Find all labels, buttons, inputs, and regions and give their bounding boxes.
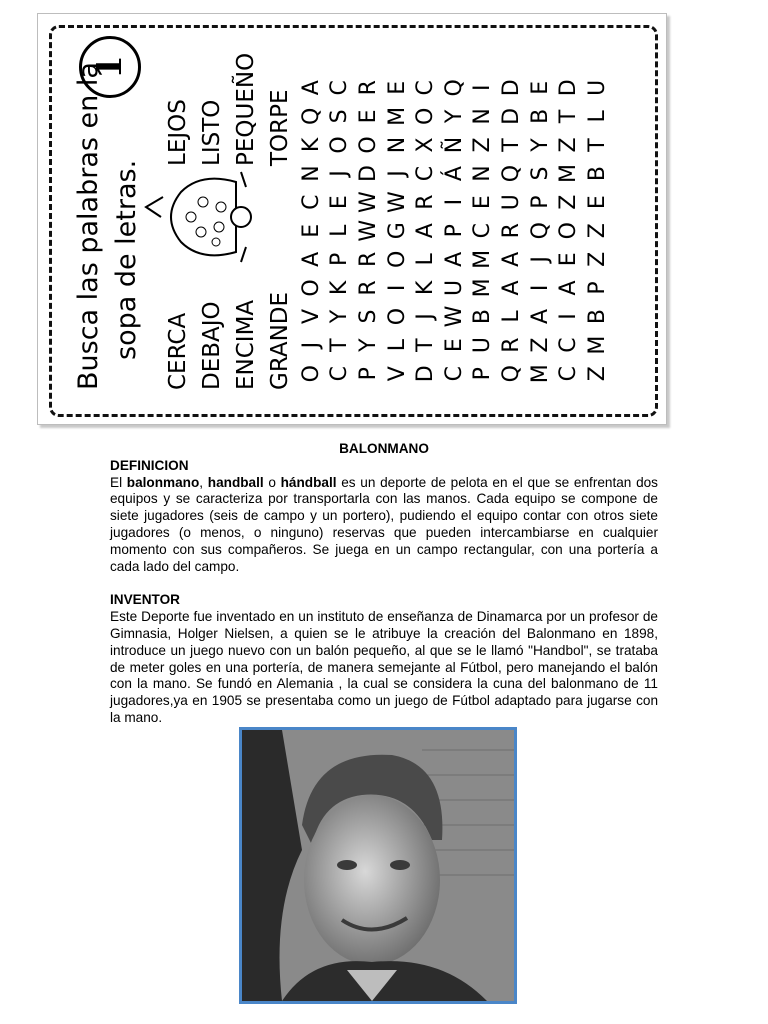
grid-letter: P	[470, 367, 496, 381]
grid-letter: T	[498, 138, 524, 152]
inventor-heading: INVENTOR	[110, 592, 180, 608]
grid-letter: N	[298, 165, 324, 182]
definition-term: hándball	[280, 474, 337, 490]
grid-letter: W	[355, 219, 381, 242]
grid-letter: R	[355, 280, 381, 296]
grid-letter: A	[556, 280, 582, 296]
grid-letter: E	[384, 80, 410, 95]
grid-letter: D	[355, 165, 381, 183]
grid-letter: E	[584, 195, 610, 210]
grid-letter: Z	[470, 137, 496, 153]
grid-letter: Q	[298, 107, 324, 126]
grid-letter: W	[355, 191, 381, 214]
grid-letter: O	[384, 307, 410, 326]
grid-letter: N	[470, 165, 496, 182]
grid-letter: B	[527, 108, 553, 124]
definition-term: balonmano	[126, 474, 200, 490]
grid-letter: T	[556, 109, 582, 124]
grid-letter: Z	[556, 194, 582, 210]
grid-letter: Y	[327, 309, 353, 324]
grid-letter: K	[413, 280, 439, 296]
worksheet-number-badge	[79, 36, 141, 98]
grid-letter: A	[498, 251, 524, 267]
grid-letter: S	[527, 166, 553, 181]
grid-letter: T	[413, 338, 439, 352]
grid-letter: D	[498, 107, 524, 125]
grid-letter: T	[584, 138, 610, 152]
grid-letter: V	[298, 308, 324, 325]
grid-letter: Q	[441, 79, 467, 97]
grid-letter: O	[556, 222, 582, 240]
grid-letter: J	[413, 313, 439, 320]
grid-letter: X	[413, 137, 439, 153]
definition-text: es un deporte de pelota en el que se enfrentan dos equipos y se caracteriza por transportarla con las manos. Cada equipo se compone de siete jugadores (seis de campo y un portero), pudiendo el equipo contar con otros siete jugadores (o menos, o ninguno) reservas que pueden intercambiarse en cualquier momento con sus compañeros. Se juega en un campo rectangular, con una portería a cada lado del campo.	[110, 474, 658, 574]
grid-letter: Q	[498, 365, 524, 383]
word-item: CERCA	[165, 312, 191, 390]
grid-letter: M	[584, 335, 610, 355]
definition-text: El	[110, 474, 127, 490]
grid-letter: O	[298, 279, 324, 297]
grid-letter: R	[498, 223, 524, 239]
badge-number: 1	[90, 55, 130, 79]
grid-letter: M	[556, 164, 582, 184]
grid-letter: P	[584, 281, 610, 295]
grid-letter: Q	[527, 222, 553, 240]
grid-letter: Á	[441, 166, 467, 182]
grid-letter: R	[498, 337, 524, 353]
word-item: ENCIMA	[233, 299, 259, 390]
grid-letter: P	[527, 195, 553, 209]
definition-text: ,	[199, 474, 208, 490]
grid-letter: Y	[527, 138, 553, 152]
grid-letter: A	[527, 308, 553, 325]
grid-letter: C	[556, 337, 582, 353]
grid-letter: J	[384, 170, 410, 177]
grid-letter: I	[527, 284, 553, 292]
word-item: PEQUEÑO	[233, 52, 259, 166]
grid-letter: U	[441, 279, 467, 296]
inventor-paragraph: Este Deporte fue inventado en un instituto de enseñanza de Dinamarca por un profesor de Gimnasia, Holger Nielsen, a quien se le atribuye la creación del Balonmano en 1898, introduce un juego nuevo con un balón pequeño, al que se le llamó "Handbol", se trataba de meter goles en una portería, de manera semejante al Fútbol, pero manejando el balón con la mano. Se fundó en Alemania , la cual se considera la cuna del balonmano de 11 jugadores,ya en 1905 se presentaba como un juego de Fútbol adaptado para jugarse con la mano.	[110, 609, 658, 725]
grid-letter: A	[441, 251, 467, 267]
grid-letter: C	[470, 223, 496, 239]
grid-letter: W	[441, 305, 467, 328]
worksheet-rotated-content	[71, 41, 645, 392]
definition-term: handball	[207, 474, 264, 490]
grid-letter: E	[470, 195, 496, 210]
grid-letter: R	[355, 80, 381, 96]
word-list-left	[161, 292, 297, 390]
grid-letter: A	[498, 280, 524, 296]
grid-letter: N	[470, 108, 496, 125]
grid-letter: V	[384, 366, 410, 382]
grid-letter: O	[298, 365, 324, 383]
grid-letter: J	[327, 170, 353, 177]
grid-letter: C	[327, 366, 353, 382]
grid-letter: D	[556, 79, 582, 97]
grid-letter: O	[384, 250, 410, 268]
grid-letter: U	[584, 79, 610, 96]
grid-letter: O	[413, 107, 439, 126]
grid-letter: S	[327, 109, 353, 124]
grid-letter: J	[527, 256, 553, 263]
grid-letter: L	[584, 110, 610, 123]
grid-letter: Z	[584, 366, 610, 382]
grid-letter: I	[441, 198, 467, 206]
document-body	[110, 441, 658, 727]
word-list-right	[161, 53, 297, 166]
grid-letter: P	[441, 224, 467, 238]
grid-letter: A	[298, 251, 324, 267]
grid-letter: L	[327, 224, 353, 237]
portrait-image	[242, 730, 514, 1001]
grid-letter: N	[384, 136, 410, 154]
grid-letter: Z	[527, 337, 553, 353]
grid-letter: L	[498, 310, 524, 323]
definition-text: o	[263, 474, 281, 490]
grid-letter: E	[298, 223, 324, 238]
grid-letter: C	[441, 366, 467, 382]
grid-letter: L	[413, 253, 439, 266]
grid-letter: C	[556, 366, 582, 382]
word-search-worksheet	[37, 13, 667, 425]
grid-letter: K	[298, 137, 324, 153]
grid-letter: K	[327, 280, 353, 296]
letter-grid	[297, 73, 612, 388]
grid-letter: W	[384, 191, 410, 214]
grid-letter: I	[556, 313, 582, 320]
grid-letter: Ñ	[441, 136, 467, 154]
grid-letter: R	[413, 194, 439, 210]
definition-heading: DEFINICION	[110, 457, 189, 473]
grid-letter: Y	[355, 338, 381, 352]
grid-letter: Q	[498, 164, 524, 183]
grid-letter: R	[355, 251, 381, 267]
grid-letter: I	[470, 84, 496, 92]
grid-letter: Z	[584, 251, 610, 267]
grid-letter: G	[384, 222, 410, 240]
grid-letter: E	[441, 338, 467, 353]
grid-letter: T	[327, 338, 353, 352]
clown-illustration	[141, 162, 256, 272]
grid-letter: P	[327, 252, 353, 266]
grid-letter: Z	[584, 223, 610, 239]
grid-letter: U	[498, 194, 524, 211]
grid-letter: U	[470, 337, 496, 354]
grid-letter: B	[584, 166, 610, 182]
grid-letter: J	[298, 341, 324, 349]
grid-letter: B	[470, 308, 496, 325]
grid-letter: O	[355, 136, 381, 154]
worksheet-instruction-line1: Busca las palabras en la	[73, 62, 104, 390]
grid-letter: D	[413, 365, 439, 383]
grid-letter: C	[413, 165, 439, 182]
grid-letter: D	[498, 79, 524, 97]
grid-letter: B	[584, 308, 610, 325]
grid-letter: M	[527, 364, 553, 384]
grid-letter: A	[413, 223, 439, 239]
document-title: BALONMANO	[339, 441, 429, 456]
grid-letter: M	[470, 249, 496, 269]
grid-letter: M	[384, 106, 410, 126]
grid-letter: Y	[441, 109, 467, 124]
grid-letter: E	[355, 109, 381, 124]
grid-letter: E	[527, 80, 553, 95]
grid-letter: L	[384, 338, 410, 352]
grid-letter: Z	[556, 137, 582, 153]
grid-letter: O	[327, 136, 353, 154]
word-item: GRANDE	[267, 291, 293, 390]
grid-letter: A	[298, 80, 324, 96]
definition-paragraph	[110, 475, 658, 576]
word-item: TORPE	[267, 89, 293, 166]
grid-letter: M	[470, 278, 496, 298]
grid-letter: E	[327, 195, 353, 210]
grid-letter: E	[556, 252, 582, 267]
inventor-photo	[239, 727, 517, 1004]
word-item: LEJOS	[165, 99, 191, 166]
grid-letter: C	[298, 194, 324, 210]
grid-letter: S	[355, 309, 381, 324]
worksheet-instruction-line2: sopa de letras.	[111, 159, 142, 360]
grid-letter: I	[384, 284, 410, 292]
word-item: DEBAJO	[199, 301, 225, 390]
grid-letter: C	[327, 80, 353, 96]
grid-letter: C	[413, 80, 439, 96]
word-item: LISTO	[199, 99, 225, 166]
grid-letter: P	[355, 367, 381, 381]
